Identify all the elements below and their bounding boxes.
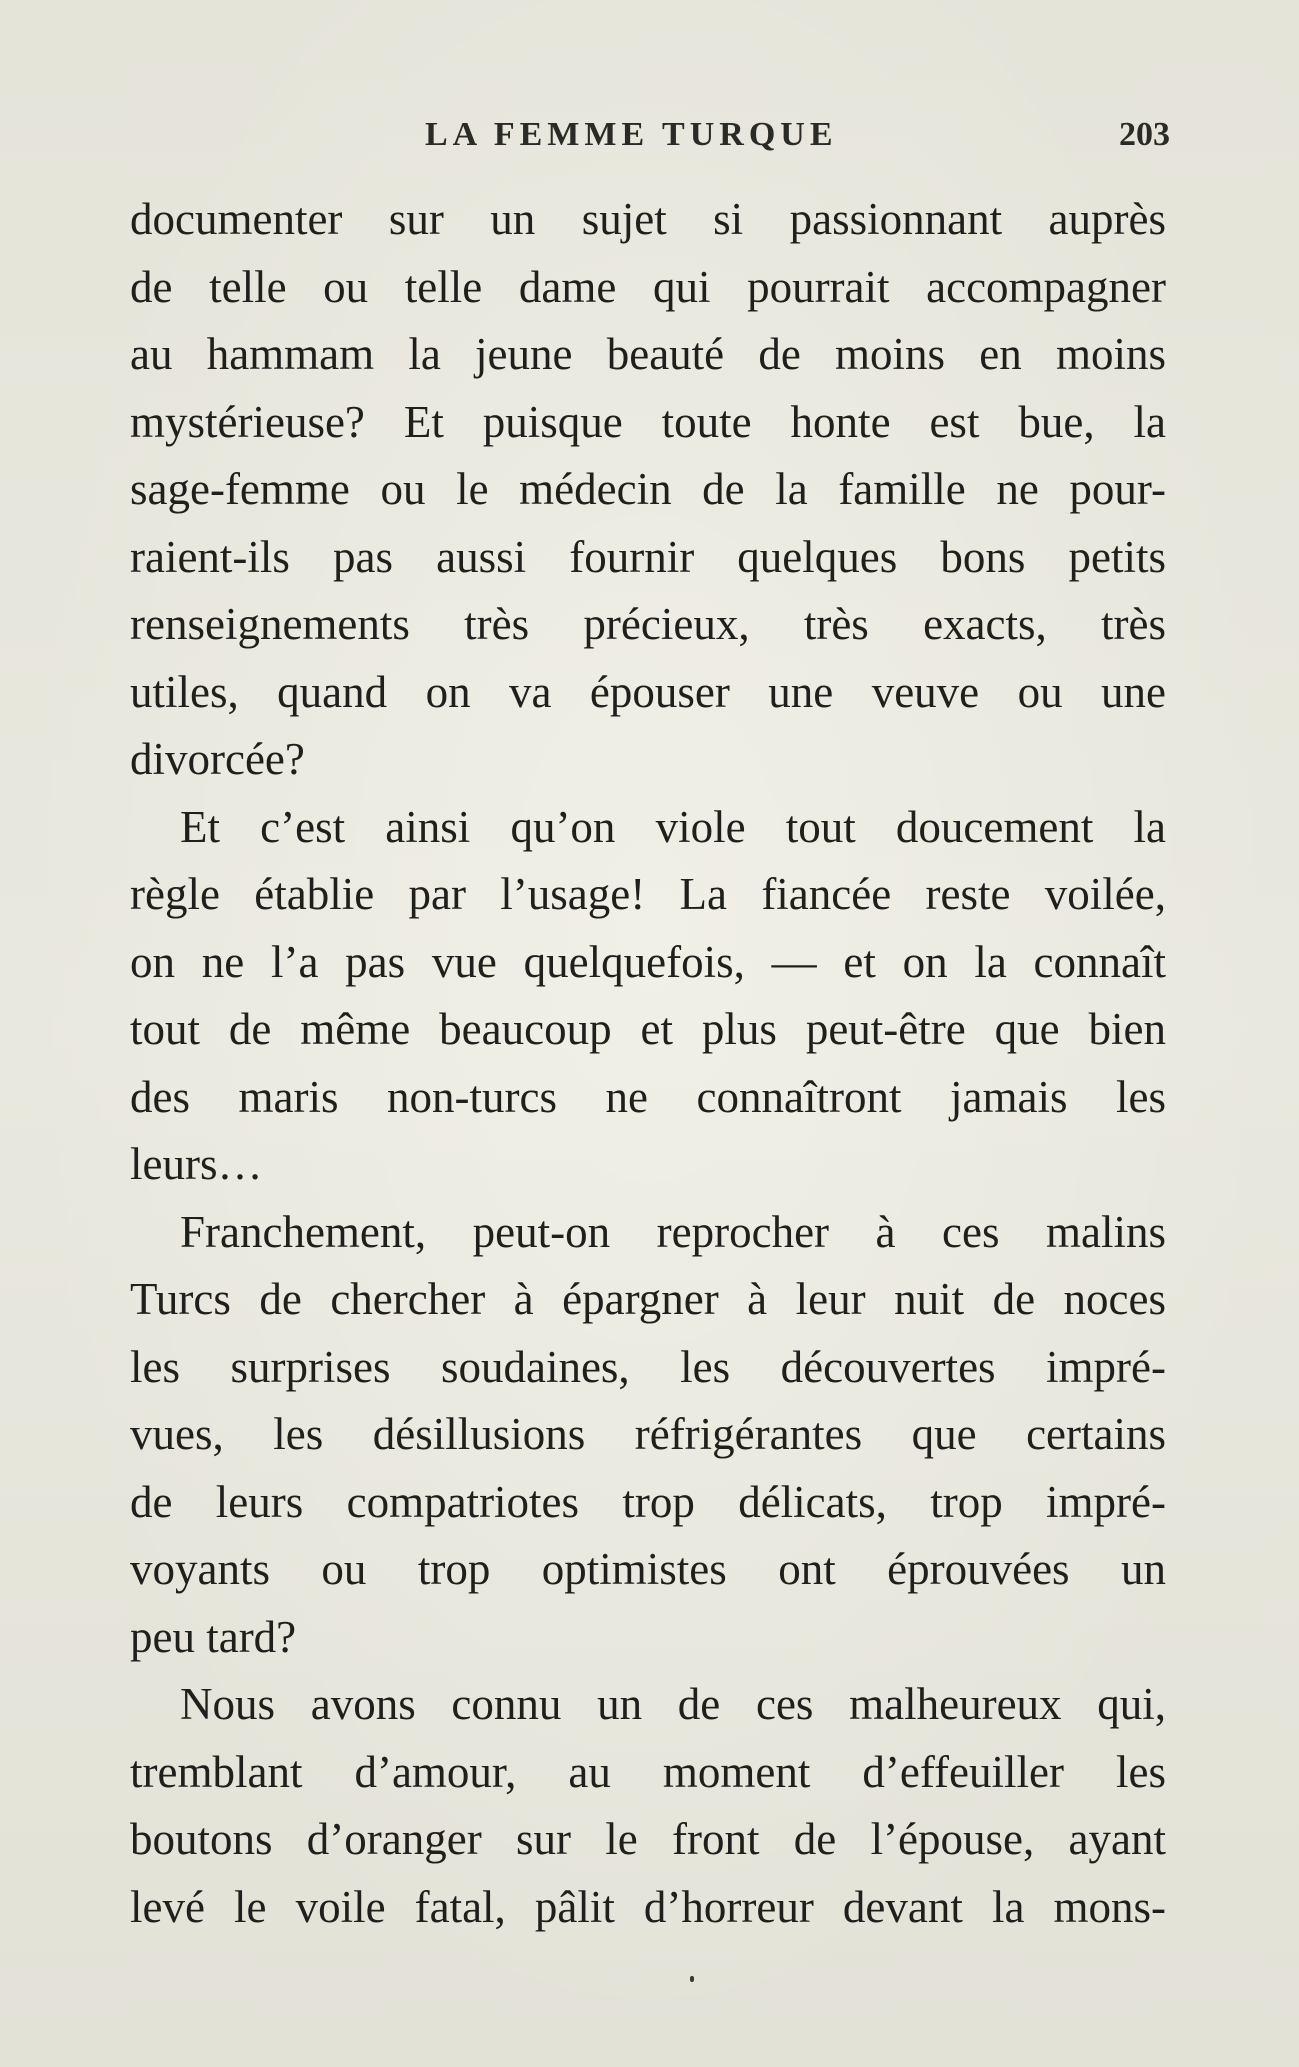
text-line: leurs… — [130, 1139, 263, 1189]
text-line: sage-femme ou le médecin de la famille ne pour- — [130, 464, 1166, 514]
text-line: peu tard? — [130, 1611, 297, 1662]
text-line: des maris non-turcs ne connaîtront jamais les — [130, 1071, 1166, 1122]
running-head — [130, 116, 1170, 166]
text-line: divorcée? — [130, 734, 305, 784]
text-line: levé le voile fatal, pâlit d’horreur devant la mons- — [130, 1881, 1166, 1932]
page-number: 203 — [1119, 116, 1170, 153]
text-line: Nous avons connu un de ces malheureux qui, — [180, 1679, 1166, 1729]
text-line: tout de même beaucoup et plus peut-être que bien — [130, 1004, 1166, 1054]
text-line: de leurs compatriotes trop délicats, trop impré- — [130, 1476, 1166, 1527]
text-line: tremblant d’amour, au moment d’effeuiller les — [130, 1746, 1166, 1797]
ink-speck — [690, 1976, 694, 1982]
paragraph-3 — [130, 1199, 1166, 1672]
text-line: de telle ou telle dame qui pourrait accompagner — [130, 261, 1166, 312]
text-line: renseignements très précieux, très exacts, très — [130, 599, 1166, 649]
text-line: Franchement, peut-on reprocher à ces malins — [180, 1206, 1166, 1257]
text-line: on ne l’a pas vue quelquefois, — et on la connaît — [130, 936, 1166, 987]
paragraph-4 — [130, 1671, 1166, 1941]
text-line: documenter sur un sujet si passionnant auprès — [130, 194, 1166, 244]
text-line: utiles, quand on va épouser une veuve ou une — [130, 666, 1166, 717]
running-title: LA FEMME TURQUE — [425, 116, 838, 153]
body-text — [130, 186, 1166, 1941]
text-line: les surprises soudaines, les découvertes impré- — [130, 1341, 1166, 1392]
text-line: Turcs de chercher à épargner à leur nuit de noces — [130, 1274, 1166, 1324]
text-line: voyants ou trop optimistes ont éprouvées un — [130, 1544, 1166, 1594]
text-line: boutons d’oranger sur le front de l’épouse, ayant — [130, 1814, 1166, 1864]
text-line: règle établie par l’usage! La fiancée reste voilée, — [130, 869, 1166, 919]
text-line: au hammam la jeune beauté de moins en moins — [130, 329, 1166, 379]
text-line: Et c’est ainsi qu’on viole tout doucement la — [180, 801, 1166, 852]
paragraph-2 — [130, 794, 1166, 1199]
text-line: vues, les désillusions réfrigérantes que certains — [130, 1409, 1166, 1459]
paragraph-1 — [130, 186, 1166, 794]
text-line: raient-ils pas aussi fournir quelques bons petits — [130, 531, 1166, 582]
text-line: mystérieuse? Et puisque toute honte est bue, la — [130, 396, 1166, 447]
